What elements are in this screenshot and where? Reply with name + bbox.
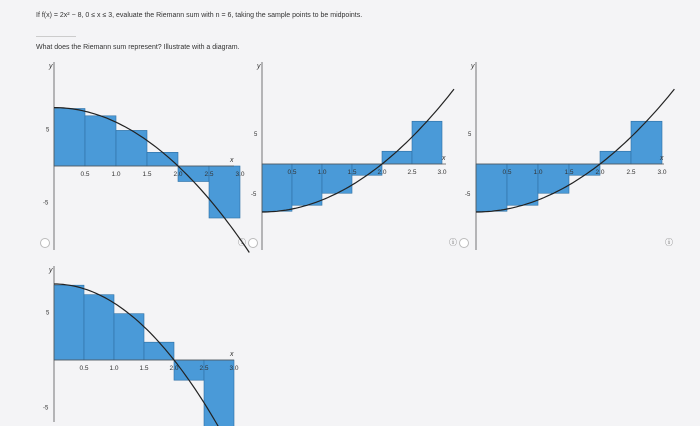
x-axis-label: x xyxy=(442,155,446,162)
riemann-bar xyxy=(116,130,147,166)
option-a-graph[interactable] xyxy=(38,58,245,254)
y-axis-label: y xyxy=(49,267,53,274)
prompt-text: What does the Riemann sum represent? Illustrate with a diagram. xyxy=(36,44,240,51)
option-d-graph[interactable] xyxy=(38,262,238,426)
riemann-bar xyxy=(631,121,662,164)
riemann-bar xyxy=(412,121,442,164)
x-tick-label: 3.0 xyxy=(437,169,447,176)
x-tick-label: 1.0 xyxy=(317,169,327,176)
riemann-bar xyxy=(85,116,116,166)
x-tick-label: 2.5 xyxy=(626,169,636,176)
x-tick-label: 3.0 xyxy=(657,169,667,176)
x-tick-label: 2.0 xyxy=(169,365,179,372)
y-tick-label: 5 xyxy=(254,132,258,138)
x-axis-label: x xyxy=(230,157,234,164)
riemann-bar xyxy=(84,295,114,360)
x-tick-label: 1.0 xyxy=(111,171,121,178)
x-tick-label: 1.5 xyxy=(142,171,152,178)
x-tick-label: 2.0 xyxy=(595,169,605,176)
x-axis-label: x xyxy=(660,155,664,162)
y-axis-label: y xyxy=(257,63,261,70)
y-tick-label: -5 xyxy=(465,192,471,198)
x-tick-label: 2.5 xyxy=(204,171,214,178)
option-a-info-icon[interactable]: ⓘ xyxy=(238,238,246,247)
x-tick-label: 3.0 xyxy=(235,171,245,178)
y-tick-label: -5 xyxy=(43,405,49,412)
question-text: If f(x) = 2x² − 8, 0 ≤ x ≤ 3, evaluate the Riemann sum with n = 6, taking the sample points to be midpoints. xyxy=(36,12,363,19)
y-tick-label: 5 xyxy=(468,132,472,138)
y-tick-label: -5 xyxy=(251,192,257,198)
divider xyxy=(36,36,76,37)
y-tick-label: -5 xyxy=(43,200,49,207)
option-c-info-icon[interactable]: ⓘ xyxy=(665,238,673,247)
x-tick-label: 0.5 xyxy=(502,169,512,176)
riemann-bar xyxy=(144,342,174,360)
riemann-bar xyxy=(600,151,631,164)
riemann-bar xyxy=(382,151,412,164)
x-tick-label: 0.5 xyxy=(80,171,90,178)
option-c-graph[interactable] xyxy=(465,58,668,254)
x-tick-label: 1.0 xyxy=(533,169,543,176)
y-axis-label: y xyxy=(471,63,475,70)
x-tick-label: 1.5 xyxy=(347,169,357,176)
x-tick-label: 2.5 xyxy=(199,365,209,372)
option-b-graph[interactable] xyxy=(251,58,450,254)
x-tick-label: 1.0 xyxy=(109,365,119,372)
x-tick-label: 2.0 xyxy=(377,169,387,176)
y-tick-label: 5 xyxy=(46,310,50,317)
x-tick-label: 1.5 xyxy=(564,169,574,176)
riemann-bar xyxy=(114,314,144,360)
riemann-bar xyxy=(54,285,84,360)
option-b-info-icon[interactable]: ⓘ xyxy=(449,238,457,247)
x-tick-label: 3.0 xyxy=(229,365,239,372)
y-axis-label: y xyxy=(49,63,53,70)
x-tick-label: 2.0 xyxy=(173,171,183,178)
riemann-bar xyxy=(147,152,178,166)
y-tick-label: 5 xyxy=(46,127,50,134)
x-axis-label: x xyxy=(230,351,234,358)
x-tick-label: 0.5 xyxy=(287,169,297,176)
x-tick-label: 0.5 xyxy=(79,365,89,372)
x-tick-label: 2.5 xyxy=(407,169,417,176)
riemann-bar xyxy=(54,109,85,166)
x-tick-label: 1.5 xyxy=(139,365,149,372)
